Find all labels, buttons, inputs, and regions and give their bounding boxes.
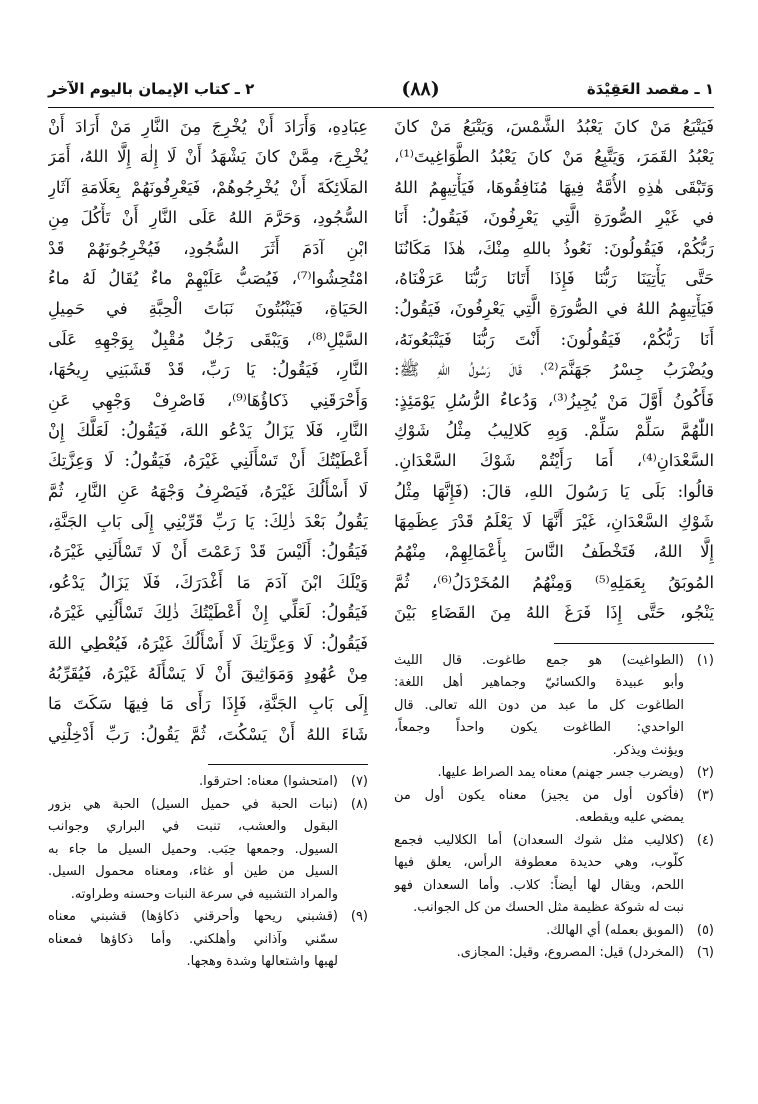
text-line: السَّعْدَانِ⁽⁴⁾، أَمَا رَأَيْتُمْ شَوْكَ السَّعْدَانِ. bbox=[394, 451, 714, 471]
text-line: يَعْبُدُ القَمَرَ، وَيَتَّبِعُ مَنْ كانَ يَعْبُدُ الطَّوَاغِيتَ⁽¹⁾، bbox=[394, 147, 714, 167]
text-line: يَنْجُو، حَتَّى إِذَا فَرَغَ اللهُ مِنَ القَضَاءِ بَيْنَ bbox=[394, 603, 714, 623]
text-line: إِلَى بَابِ الجَنَّةِ، فَإِذَا رَأَى مَا فِيهَا سَكَتَ مَا bbox=[48, 694, 368, 714]
book-title: ٢ ـ كتاب الإيمان باليوم الآخر bbox=[48, 80, 255, 98]
footnote-number: (٥) bbox=[696, 922, 714, 938]
footnote bbox=[394, 650, 714, 763]
text-line: أَنَا رَبُّكُمْ، فَيَقُولُونَ: أَنْتَ رَبُّنَا فَيَتْبَعُونَهُ، bbox=[394, 329, 714, 349]
footnote-text bbox=[394, 830, 684, 920]
text-line: النَّارِ، فَيَقُولُ: يَا رَبِّ، قَدْ قَشَبَنِي رِيحُهَا، bbox=[48, 360, 368, 380]
text-line: مِنْ عُهُودٍ وَمَوَاثِيقَ أَنْ لَا يَسْأَلَهُ غَيْرَهُ، فَيُقَرِّبُهُ bbox=[48, 664, 368, 684]
right-column bbox=[394, 112, 714, 965]
footnote-text bbox=[394, 785, 684, 830]
text-line: فَيَتْبَعُ مَنْ كانَ يَعْبُدُ الشَّمْسَ، وَيَتْبَعُ مَنْ كانَ bbox=[394, 117, 714, 136]
footnote-line: ويؤنث ويذكر. bbox=[612, 742, 684, 758]
footnote-line: الطاغوت كل ما عبد من دون الله تعالى. قال bbox=[394, 697, 684, 713]
footnote-line: البقول والعشب، تنبت في البراري وجوانب bbox=[48, 819, 338, 835]
text-line: إِلَّا اللهُ، فَتَخْطَفُ النَّاسَ بِأَعْمَالِهِمْ، مِنْهُمُ bbox=[394, 542, 714, 562]
footnote-separator bbox=[554, 643, 714, 644]
footnote-line: السيل من طين أو غثاء، ومعناه محمول السيل. bbox=[48, 864, 338, 880]
text-line: فَيَأْتِيهِمُ اللهُ في الصُّورَةِ الَّتِي يَعْرِفُونَ، فَيَقُولُ: bbox=[394, 299, 714, 319]
footnote-number: (٣) bbox=[696, 787, 714, 803]
footnote-line: (المخردل) قيل: المصروع، وقيل: المجازى. bbox=[456, 945, 684, 961]
footnote-line: كلُّوب، وهي حديدة معطوفة الرأس، يعلق فيها bbox=[394, 855, 684, 871]
text-line: أَعْطَيْتُكَ أَنْ تَسْأَلَنِي غَيْرَهُ، فَيَقُولُ: لَا وَعِزَّتِكَ bbox=[48, 451, 368, 471]
text-line: شَوْكِ السَّعْدَانِ، غَيْرَ أَنَّهَا لَا يَعْلَمُ قَدْرَ عِظَمِهَا bbox=[394, 512, 714, 532]
footnote bbox=[394, 920, 714, 943]
footnote-line: (نبات الحبة في حميل السيل) الحبة هي بزور bbox=[48, 796, 338, 812]
text-line: المُوبَقُ بِعَمَلِهِ⁽⁵⁾ وَمِنْهُمُ المُخَرْدَلُ⁽⁶⁾، ثُمَّ bbox=[394, 572, 714, 592]
left-footnotes bbox=[48, 771, 368, 974]
text-line: المَلَائِكَةَ أَنْ يُخْرِجُوهُمْ، فَيَعْرِفُونَهُمْ بِعَلَامَةِ آثَارِ bbox=[48, 177, 368, 197]
text-line: الحَيَاةِ، فَيَنْبُتُونَ نَبَاتَ الْحِبَّةِ في حَمِيلِ bbox=[48, 299, 368, 319]
text-line: في غَيْرِ الصُّورَةِ الَّتِي يَعْرِفُونَ، فَيَقُولُ: أَنَا bbox=[394, 208, 714, 228]
text-line: اللّٰهُمَّ سَلِّمْ سَلِّمْ. وَبِهِ كَلالِيبُ مِثْلُ شَوْكِ bbox=[394, 420, 714, 440]
page-header bbox=[48, 74, 714, 104]
footnote-text bbox=[394, 762, 684, 785]
text-line: رَبُّكُمْ، فَيَقُولُونَ: نَعُوذُ باللهِ مِنْكَ، هٰذَا مَكَانُنَا bbox=[394, 238, 714, 258]
footnote bbox=[48, 906, 368, 974]
text-line: وَتَبْقَى هٰذِهِ الأُمَّةُ فِيهَا مُنَافِقُوهَا، فَيَأْتِيهِمُ اللهُ bbox=[394, 177, 714, 197]
footnote-number: (٧) bbox=[350, 774, 368, 790]
text-line: السُّجُودِ، وَحَرَّمَ اللهُ عَلَى النَّارِ أَنْ تَأْكُلَ مِنِ bbox=[48, 208, 368, 228]
footnote-number: (٢) bbox=[696, 765, 714, 781]
footnote-line: (الموبق بعمله) أي الهالك. bbox=[546, 922, 684, 938]
footnote bbox=[48, 771, 368, 794]
footnote-line: (فأكون أول من يجيز) معناه يكون أول من bbox=[394, 787, 684, 803]
footnote bbox=[394, 762, 714, 785]
footnote-line: والمراد التشبيه في سرعة النبات وحسنه وطراوته. bbox=[70, 886, 338, 902]
left-column bbox=[48, 112, 368, 974]
page-number: (٨٨) bbox=[401, 78, 440, 100]
text-line: فَيَقُولُ: أَلَيْسَ قَدْ زَعَمْتَ أَنْ لَا تَسْأَلَنِي غَيْرَهُ، bbox=[48, 542, 368, 562]
text-line: ويُضْرَبُ جِسْرُ جَهَنَّمَ⁽²⁾، قَالَ رَسُولُ اللهِ ﷺ: bbox=[394, 360, 714, 380]
text-line: وَيْلَكَ ابْنَ آدَمَ مَا أَغْدَرَكَ، فَلَا يَزَالُ يَدْعُو، bbox=[48, 572, 368, 592]
text-line: امْتُحِشُوا⁽⁷⁾، فَيُصَبُّ عَلَيْهِمْ ماءٌ يُقَالُ لَهُ ماءُ bbox=[48, 268, 368, 288]
footnote-line: يمضي عليه ويقطعه. bbox=[575, 810, 684, 826]
footnote-line: (كلاليب مثل شوك السعدان) أما الكلاليب فجمع bbox=[394, 832, 684, 848]
text-line: النَّارِ، فَلَا يَزَالُ يَدْعُو اللهَ، فَيَقُولُ: لَعَلَّكَ إِنْ bbox=[48, 420, 368, 440]
footnote-text bbox=[394, 920, 684, 943]
footnote-number: (١) bbox=[696, 652, 714, 668]
header-rule bbox=[48, 107, 714, 108]
footnote-line: سمّني وآذاني وأهلكني. وأما ذكاؤها فمعناه bbox=[48, 931, 338, 947]
footnote-line: السيول. وجمعها حِبَب. وحميل السيل ما جاء به bbox=[48, 841, 338, 857]
footnote bbox=[48, 794, 368, 907]
footnote-text bbox=[394, 650, 684, 763]
text-line: يَقُولُ بَعْدَ ذٰلِكَ: يَا رَبِّ قَرِّبْنِي إِلَى بَابِ الجَنَّةِ، bbox=[48, 512, 368, 532]
footnote bbox=[394, 942, 714, 965]
text-line: لَا أَسْأَلُكَ غَيْرَهُ، فَيَصْرِفُ وَجْهَهُ عَنِ النَّارِ، ثُمَّ bbox=[48, 481, 368, 501]
footnote-line: (ويضرب جسر جهنم) معناه يمد الصراط عليها. bbox=[437, 765, 684, 781]
footnote-number: (٦) bbox=[696, 945, 714, 961]
footnote-text bbox=[394, 942, 684, 965]
text-line: عِبَادِهِ، وَأَرَادَ أَنْ يُخْرِجَ مِنَ النَّارِ مَنْ أَرَادَ أَنْ bbox=[48, 117, 368, 136]
text-line: يُخْرِجَ، مِمَّنْ كانَ يَشْهَدُ أَنْ لَا إِلٰهَ إِلَّا اللهُ، أَمَرَ bbox=[48, 147, 368, 167]
right-footnotes bbox=[394, 650, 714, 965]
footnote-line: (امتحشوا) معناه: احترقوا. bbox=[199, 774, 338, 790]
text-line: حَتَّى يَأْتِيَنَا رَبُّنَا فَإِذَا أَتَانَا رَبُّنَا عَرَفْنَاهُ، bbox=[394, 268, 714, 288]
footnote-line: وأبو عبيدة والكسائيّ وجماهير أهل اللغة: bbox=[394, 675, 684, 691]
footnote-text bbox=[48, 794, 338, 907]
footnote-line: (قشبني ريحها وأحرقني ذكاؤها) قشبني معناه bbox=[48, 909, 338, 925]
footnote-number: (٩) bbox=[350, 909, 368, 925]
text-line: ابْنِ آدَمَ أَثَرَ السُّجُودِ، فَيُخْرِجُونَهُمْ قَدْ bbox=[48, 238, 368, 258]
right-column-text bbox=[394, 112, 714, 629]
footnote-separator bbox=[208, 764, 368, 765]
footnote-text bbox=[48, 771, 338, 794]
text-line: وَأَحْرَقَنِي ذَكاؤُهَا⁽⁹⁾، فَاصْرِفْ وَجْهِي عَنِ bbox=[48, 390, 368, 410]
footnote-number: (٤) bbox=[696, 832, 714, 848]
footnote bbox=[394, 785, 714, 830]
footnote-number: (٨) bbox=[350, 796, 368, 812]
chapter-title: ١ ـ مقصد العَقِيْدَة bbox=[586, 80, 714, 98]
footnote-text bbox=[48, 906, 338, 974]
footnote-line: لهبها واشتعالها وشدة وهجها. bbox=[186, 954, 338, 970]
footnote-line: (الطواغيت) هو جمع طاغوت. قال الليث bbox=[394, 652, 684, 668]
text-line: السَّيْلِ⁽⁸⁾، وَيَبْقَى رَجُلٌ مُقْبِلٌ بِوَجْهِهِ عَلَى bbox=[48, 329, 368, 349]
left-column-text bbox=[48, 112, 368, 750]
footnote-line: اللحم، ويقال لها أيضاً: كلاب. وأما السعدان فهو bbox=[394, 877, 684, 893]
text-line: شَاءَ اللهُ أَنْ يَسْكُتَ، ثُمَّ يَقُولُ: رَبِّ أَدْخِلْنِي bbox=[48, 724, 368, 744]
footnote-line: نبت له شوكة عظيمة مثل الحسك من كل الجوانب. bbox=[413, 900, 684, 916]
footnote-line: الواحدي: الطاغوت يكون واحداً وجمعاً، bbox=[394, 720, 684, 736]
text-line: فَأَكُونُ أَوَّلَ مَنْ يُجِيزُ⁽³⁾، وَدُعاءُ الرُّسُلِ يَوْمَئِذٍ: bbox=[394, 390, 714, 410]
text-line: فَيَقُولُ: لَعَلِّي إِنْ أَعْطَيْتُكَ ذٰلِكَ تَسْأَلُنِي غَيْرَهُ، bbox=[48, 603, 368, 623]
footnote bbox=[394, 830, 714, 920]
text-line: فَيَقُولُ: لَا وَعِزَّتِكَ لَا أَسْأَلُكَ غَيْرَهُ، فَيُعْطِي اللهَ bbox=[48, 633, 368, 653]
text-line: قالُوا: بَلَى يَا رَسُولَ اللهِ، قالَ: (فَإِنَّهَا مِثْلُ bbox=[394, 481, 714, 501]
